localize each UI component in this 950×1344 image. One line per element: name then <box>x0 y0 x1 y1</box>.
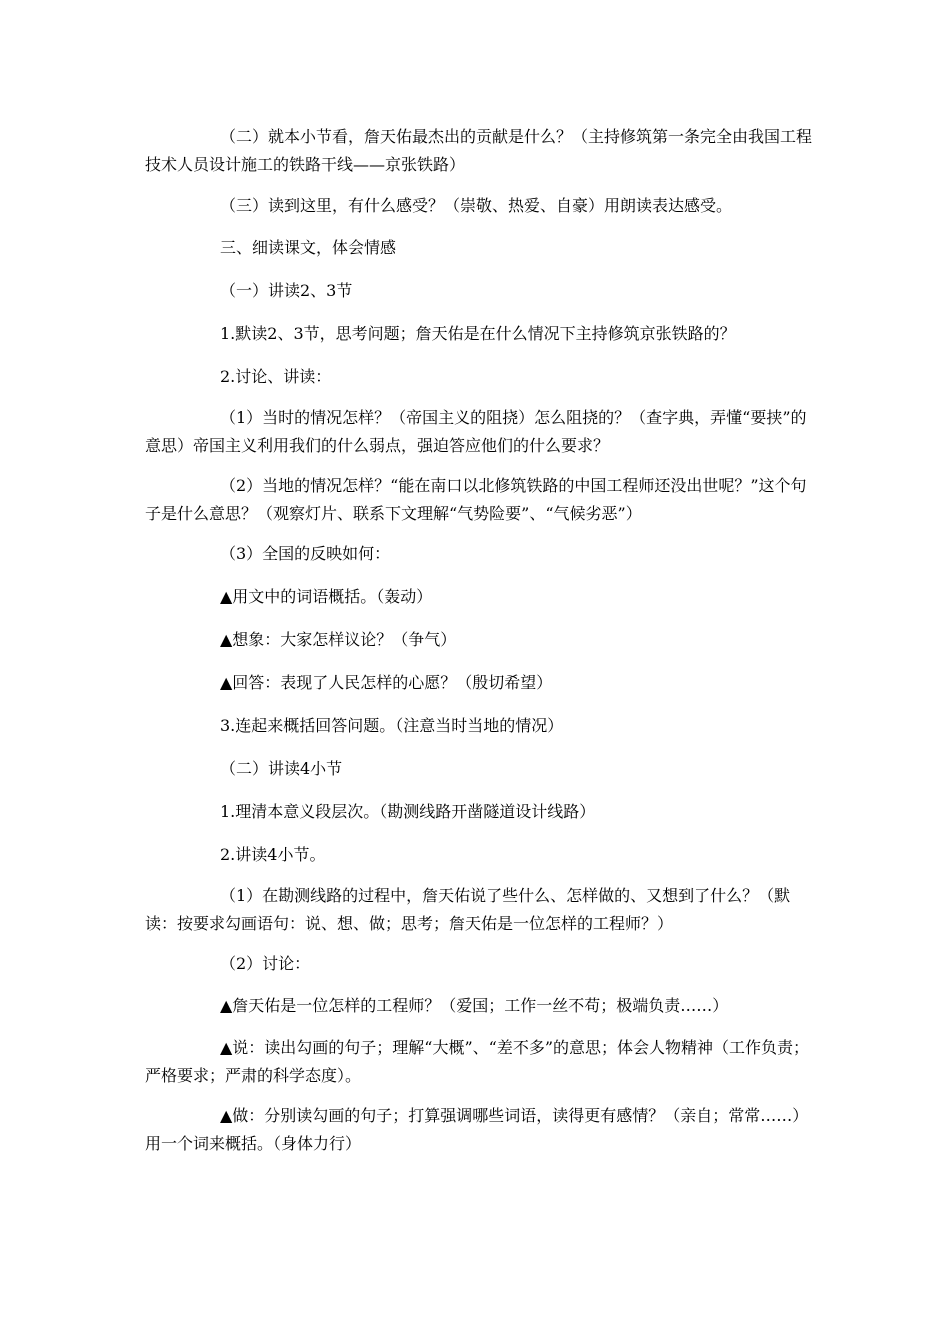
bullet-imagine-discussion: ▲想象：大家怎样议论？（争气） <box>220 630 457 649</box>
section-heading-close-reading: 三、细读课文，体会情感 <box>220 238 397 257</box>
bullet-speak: ▲说：读出勾画的句子；理解“大概”、“差不多”的意思；体会人物精神（工作负责；严格要求；严肃的科学态度）。 <box>145 1038 810 1085</box>
paragraph-contribution-question: （二）就本小节看，詹天佑最杰出的贡献是什么？（主持修筑第一条完全由我国工程技术人员设计施工的铁路干线——京张铁路） <box>145 127 813 174</box>
bullet-summarize-words: ▲用文中的词语概括。（轰动） <box>220 587 433 606</box>
paragraph-surveying-process: （1）在勘测线路的过程中，詹天佑说了些什么、怎样做的、又想到了什么？（默读：按要求勾画语句：说、想、做；思考；詹天佑是一位怎样的工程师？） <box>145 886 791 933</box>
subsection-heading-section-4: （二）讲读4小节 <box>220 759 343 778</box>
subsection-heading-sections-2-3: （一）讲读2、3节 <box>220 281 353 300</box>
paragraph-read-section-4: 2.讲读4小节。 <box>220 845 326 864</box>
paragraph-discuss: （2）讨论： <box>220 954 311 973</box>
paragraph-combine-answer: 3.连起来概括回答问题。（注意当时当地的情况） <box>220 716 564 735</box>
bullet-people-wish: ▲回答：表现了人民怎样的心愿？（殷切希望） <box>220 673 553 692</box>
paragraph-local-situation: （2）当地的情况怎样？“能在南口以北修筑铁路的中国工程师还没出世呢？”这个句子是什么意思？（观察灯片、联系下文理解“气势险要”、“气候劣恶”） <box>145 476 807 523</box>
paragraph-national-reaction: （3）全国的反映如何： <box>220 544 391 563</box>
paragraph-structure: 1.理清本意义段层次。（勘测线路开凿隧道设计线路） <box>220 802 596 821</box>
paragraph-discussion: 2.讨论、讲读： <box>220 367 332 386</box>
bullet-do: ▲做：分别读勾画的句子；打算强调哪些词语，读得更有感情？（亲自；常常……）用一个词来概括。（身体力行） <box>145 1106 809 1153</box>
paragraph-situation-then: （1）当时的情况怎样？（帝国主义的阻挠）怎么阻挠的？（查字典，弄懂“要挟”的意思）帝国主义利用我们的什么弱点，强迫答应他们的什么要求？ <box>145 408 807 455</box>
bullet-engineer-type: ▲詹天佑是一位怎样的工程师？（爱国；工作一丝不苟；极端负责……） <box>220 996 729 1015</box>
paragraph-feeling-question: （三）读到这里，有什么感受？（崇敬、热爱、自豪）用朗读表达感受。 <box>220 196 733 215</box>
paragraph-silent-reading: 1.默读2、3节，思考问题；詹天佑是在什么情况下主持修筑京张铁路的？ <box>220 324 736 343</box>
